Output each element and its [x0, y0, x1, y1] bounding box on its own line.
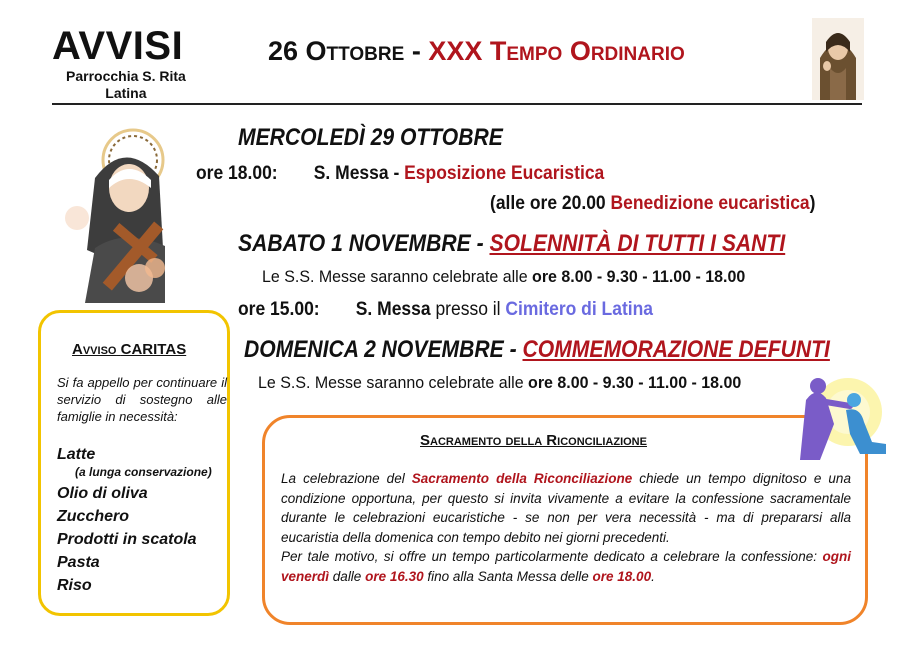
reconciliation-title [420, 432, 647, 449]
parish-label: Parrocchia S. Rita [66, 68, 186, 84]
rec-p1-a: La celebrazione del [281, 471, 405, 486]
parish-city: Latina [105, 84, 147, 101]
rec-p2-a: Per tale motivo, si offre un tempo particolarmente dedicato a celebrare la confessione: [281, 549, 817, 564]
rec-p1-b: chiede un tempo dignitoso e una condizione opportuna, per questo si invita vivamente a evitare la confessione sacramentale durante le celebrazioni eucaristiche - se non per vera necessità - ma di prepararsi alla eucaristia della domenica con tempo debito nei giorni precedenti. [281, 471, 851, 545]
saturday-masses-text: Le S.S. Messe saranno celebrate alle [262, 267, 528, 286]
sunday-masses-text: Le S.S. Messe saranno celebrate alle [258, 373, 524, 392]
title-separator: - [411, 36, 421, 66]
saturday-heading [238, 232, 785, 256]
caritas-title-a: Avviso [72, 341, 117, 358]
rec-p1-red: Sacramento della Riconciliazione [411, 471, 633, 486]
caritas-title [72, 341, 186, 358]
rec-p2-b: dalle [332, 568, 362, 584]
wednesday-note-close: ) [809, 193, 816, 214]
saturday-time2: ore 15.00: [238, 299, 320, 320]
wednesday-line [196, 164, 604, 183]
caritas-item: Pasta [57, 554, 100, 571]
wednesday-time: ore 18.00: [196, 163, 278, 184]
sunday-feast: COMMEMORAZIONE DEFUNTI [522, 336, 830, 363]
saturday-place: Cimitero di Latina [505, 299, 654, 320]
rec-p2-t1: ore 16.30 [365, 568, 424, 584]
wednesday-heading: MERCOLEDÌ 29 OTTOBRE [238, 124, 503, 151]
confession-illustration [790, 368, 890, 460]
rec-p2-day: ogni venerdì [281, 549, 851, 584]
wednesday-note-event: Benedizione eucaristica [610, 193, 810, 214]
wednesday-note-open: (alle ore 20.00 [490, 193, 606, 214]
parish-name [66, 68, 186, 102]
saturday-cemetery [238, 300, 653, 319]
saturday-feast: SOLENNITÀ DI TUTTI I SANTI [489, 230, 786, 257]
saint-rita-portrait-image [812, 18, 864, 100]
title-celebration: XXX Tempo Ordinario [428, 36, 685, 66]
page-title [268, 38, 685, 65]
sunday-masses-times: ore 8.00 - 9.30 - 11.00 - 18.00 [528, 373, 742, 392]
wednesday-event: Esposizione Eucaristica [404, 163, 605, 184]
logo-avvisi: AVVISI [52, 24, 184, 68]
wednesday-note [490, 194, 815, 213]
caritas-item: Zucchero [57, 508, 130, 525]
saturday-masses [262, 268, 745, 285]
rec-p2-c: fino alla Santa Messa delle [427, 568, 589, 584]
reconciliation-title-text: Sacramento della Riconciliazione [420, 432, 647, 449]
caritas-title-b: CARITAS [120, 341, 187, 358]
saint-crucifix-illustration [55, 118, 175, 303]
caritas-item: Riso [57, 577, 92, 594]
caritas-item: Prodotti in scatola [57, 531, 197, 548]
title-date: 26 Ottobre [268, 36, 405, 66]
rec-p2-end: . [651, 568, 655, 584]
rec-p2-t2: ore 18.00 [592, 568, 652, 584]
sunday-title: DOMENICA 2 NOVEMBRE - [244, 336, 517, 363]
saturday-masses-times: ore 8.00 - 9.30 - 11.00 - 18.00 [532, 267, 746, 286]
caritas-items [57, 443, 212, 597]
header-rule [52, 103, 862, 105]
saturday-mass2: S. Messa [355, 299, 431, 320]
caritas-item: Olio di oliva [57, 485, 148, 502]
saturday-place-text: presso il [435, 299, 501, 320]
wednesday-mass: S. Messa - [313, 163, 400, 184]
caritas-item: Latte [57, 446, 96, 463]
saturday-title: SABATO 1 NOVEMBRE - [238, 230, 484, 257]
caritas-appeal: Si fa appello per continuare il servizio di sostegno alle famiglie in necessità: [57, 375, 227, 424]
reconciliation-text [281, 469, 851, 586]
caritas-item-note: (a lunga conservazione) [75, 465, 212, 479]
sunday-heading [244, 338, 830, 362]
sunday-masses [258, 374, 741, 391]
